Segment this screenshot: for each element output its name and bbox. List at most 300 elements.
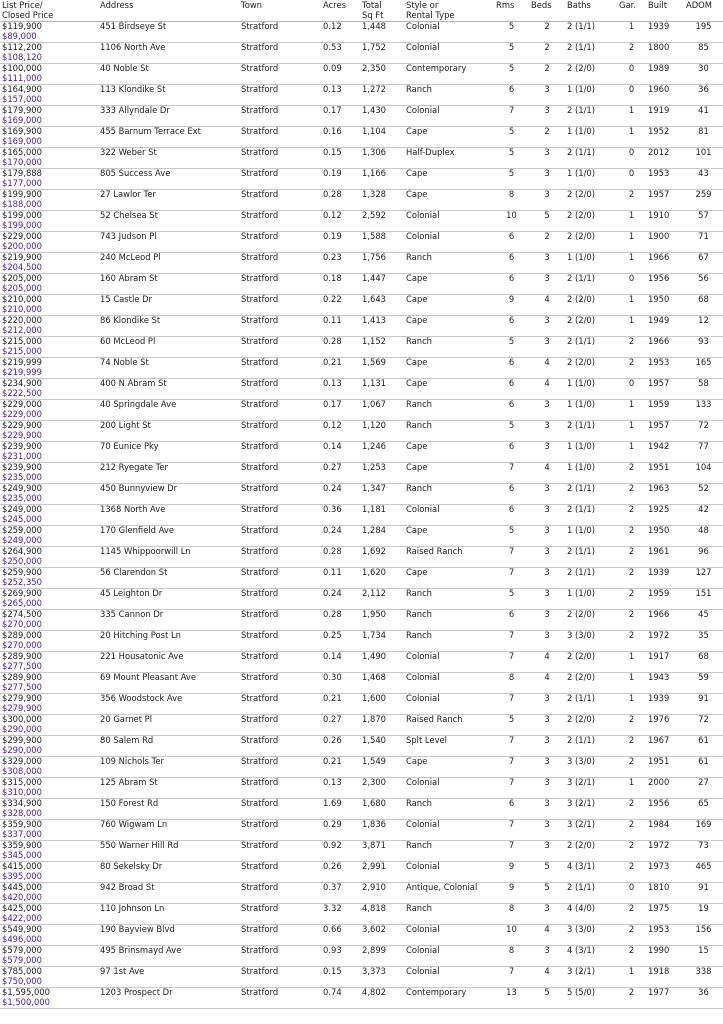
cell-rooms: 6 <box>494 610 529 631</box>
list-price: $579,000 <box>2 945 42 955</box>
cell-sqft: 1,692 <box>360 547 404 568</box>
closed-price: $310,000 <box>2 786 42 797</box>
table-row[interactable] <box>0 925 723 946</box>
cell-beds: 3 <box>529 337 565 358</box>
table-row[interactable] <box>0 568 723 589</box>
cell-built: 1953 <box>646 169 684 190</box>
cell-rooms: 7 <box>494 841 529 862</box>
cell-garage: 2 <box>617 505 646 526</box>
table-row[interactable] <box>0 43 723 64</box>
cell-address: 52 Chelsea St <box>98 211 239 232</box>
cell-sqft: 1,734 <box>360 631 404 652</box>
cell-adom: 58 <box>684 379 723 400</box>
header-town[interactable]: Town <box>239 0 321 22</box>
cell-adom: 57 <box>684 211 723 232</box>
closed-price: $157,000 <box>2 93 42 104</box>
table-row[interactable] <box>0 232 723 253</box>
cell-sqft: 1,448 <box>360 22 404 43</box>
table-row[interactable] <box>0 316 723 337</box>
cell-sqft: 1,756 <box>360 253 404 274</box>
list-price: $112,200 <box>2 42 42 52</box>
cell-sqft: 1,600 <box>360 694 404 715</box>
header-adom[interactable]: ADOM <box>684 0 723 22</box>
closed-price: $245,000 <box>2 513 42 524</box>
cell-price <box>0 379 98 400</box>
cell-garage: 2 <box>617 904 646 925</box>
cell-price <box>0 904 98 925</box>
cell-built: 2012 <box>646 148 684 169</box>
cell-price <box>0 841 98 862</box>
cell-acres: 0.27 <box>321 463 360 484</box>
cell-beds: 4 <box>529 673 565 694</box>
cell-town: Stratford <box>239 736 321 757</box>
cell-acres: 0.12 <box>321 421 360 442</box>
closed-price: $750,000 <box>2 975 42 986</box>
cell-town: Stratford <box>239 841 321 862</box>
table-row[interactable] <box>0 337 723 358</box>
table-row[interactable] <box>0 274 723 295</box>
table-row[interactable] <box>0 610 723 631</box>
table-row[interactable] <box>0 85 723 106</box>
cell-price <box>0 43 98 64</box>
header-beds[interactable]: Beds <box>529 0 565 22</box>
cell-built: 1972 <box>646 631 684 652</box>
cell-garage: 2 <box>617 925 646 946</box>
cell-beds: 3 <box>529 400 565 421</box>
closed-price: $420,000 <box>2 891 42 902</box>
list-price: $549,900 <box>2 924 42 934</box>
cell-garage: 2 <box>617 547 646 568</box>
header-style-line2: Rental Type <box>406 10 455 20</box>
cell-town: Stratford <box>239 778 321 799</box>
cell-built: 1966 <box>646 337 684 358</box>
cell-acres: 0.30 <box>321 673 360 694</box>
table-row[interactable] <box>0 106 723 127</box>
cell-rooms: 8 <box>494 673 529 694</box>
cell-built: 1900 <box>646 232 684 253</box>
cell-baths: 2 (1/1) <box>565 421 617 442</box>
cell-style: Colonial <box>404 505 494 526</box>
closed-price: $496,000 <box>2 933 42 944</box>
cell-beds: 3 <box>529 316 565 337</box>
cell-built: 1975 <box>646 904 684 925</box>
cell-style: Colonial <box>404 652 494 673</box>
cell-price <box>0 295 98 316</box>
header-rooms[interactable]: Rms <box>494 0 529 22</box>
closed-price: $89,000 <box>2 30 37 41</box>
table-row[interactable] <box>0 358 723 379</box>
header-acres[interactable]: Acres <box>321 0 360 22</box>
cell-rooms: 7 <box>494 463 529 484</box>
cell-town: Stratford <box>239 85 321 106</box>
cell-town: Stratford <box>239 820 321 841</box>
cell-garage: 1 <box>617 316 646 337</box>
cell-baths: 2 (1/1) <box>565 106 617 127</box>
cell-town: Stratford <box>239 547 321 568</box>
table-row[interactable] <box>0 127 723 148</box>
cell-sqft: 1,588 <box>360 232 404 253</box>
cell-sqft: 1,549 <box>360 757 404 778</box>
table-row[interactable] <box>0 694 723 715</box>
cell-town: Stratford <box>239 715 321 736</box>
cell-garage: 2 <box>617 337 646 358</box>
cell-garage: 1 <box>617 253 646 274</box>
cell-beds: 3 <box>529 148 565 169</box>
cell-beds: 5 <box>529 883 565 904</box>
cell-built: 1966 <box>646 253 684 274</box>
cell-baths: 4 (3/1) <box>565 862 617 883</box>
cell-adom: 77 <box>684 442 723 463</box>
cell-beds: 3 <box>529 253 565 274</box>
cell-baths: 2 (1/1) <box>565 43 617 64</box>
table-row[interactable] <box>0 904 723 925</box>
cell-sqft: 1,569 <box>360 358 404 379</box>
cell-adom: 465 <box>684 862 723 883</box>
cell-beds: 4 <box>529 463 565 484</box>
cell-acres: 0.21 <box>321 694 360 715</box>
cell-acres: 0.15 <box>321 967 360 988</box>
cell-acres: 0.14 <box>321 442 360 463</box>
cell-price <box>0 820 98 841</box>
table-row[interactable] <box>0 673 723 694</box>
cell-rooms: 7 <box>494 652 529 673</box>
cell-built: 1917 <box>646 652 684 673</box>
cell-beds: 3 <box>529 526 565 547</box>
closed-price: $199,000 <box>2 219 42 230</box>
cell-town: Stratford <box>239 232 321 253</box>
cell-garage: 2 <box>617 820 646 841</box>
cell-price <box>0 631 98 652</box>
cell-sqft: 1,306 <box>360 148 404 169</box>
cell-price <box>0 253 98 274</box>
cell-adom: 43 <box>684 169 723 190</box>
cell-built: 1942 <box>646 442 684 463</box>
table-row[interactable] <box>0 442 723 463</box>
cell-style: Colonial <box>404 820 494 841</box>
cell-rooms: 7 <box>494 694 529 715</box>
cell-adom: 165 <box>684 358 723 379</box>
cell-beds: 4 <box>529 379 565 400</box>
cell-price <box>0 106 98 127</box>
table-row[interactable] <box>0 253 723 274</box>
cell-garage: 0 <box>617 274 646 295</box>
table-row[interactable] <box>0 862 723 883</box>
table-row[interactable] <box>0 988 723 1009</box>
cell-price <box>0 757 98 778</box>
table-row[interactable] <box>0 148 723 169</box>
cell-sqft: 1,540 <box>360 736 404 757</box>
cell-built: 1977 <box>646 988 684 1009</box>
cell-address: 200 Light St <box>98 421 239 442</box>
cell-acres: 0.11 <box>321 568 360 589</box>
table-row[interactable] <box>0 967 723 988</box>
cell-built: 1959 <box>646 400 684 421</box>
cell-address: 20 Garnet Pl <box>98 715 239 736</box>
cell-rooms: 9 <box>494 295 529 316</box>
cell-acres: 0.18 <box>321 274 360 295</box>
cell-built: 1919 <box>646 106 684 127</box>
cell-garage: 1 <box>617 673 646 694</box>
table-row[interactable] <box>0 463 723 484</box>
table-row[interactable] <box>0 589 723 610</box>
list-price: $229,000 <box>2 399 42 409</box>
closed-price: $200,000 <box>2 240 42 251</box>
cell-garage: 2 <box>617 568 646 589</box>
cell-price <box>0 505 98 526</box>
cell-rooms: 5 <box>494 589 529 610</box>
cell-town: Stratford <box>239 631 321 652</box>
list-price: $119,900 <box>2 21 42 31</box>
closed-price: $270,000 <box>2 639 42 650</box>
table-row[interactable] <box>0 505 723 526</box>
header-sqft[interactable] <box>360 0 404 22</box>
cell-rooms: 8 <box>494 946 529 967</box>
cell-address: 450 Bunnyview Dr <box>98 484 239 505</box>
table-row[interactable] <box>0 211 723 232</box>
cell-acres: 0.37 <box>321 883 360 904</box>
cell-baths: 3 (3/0) <box>565 925 617 946</box>
cell-town: Stratford <box>239 22 321 43</box>
cell-adom: 67 <box>684 253 723 274</box>
header-price[interactable] <box>0 0 98 22</box>
cell-built: 1910 <box>646 211 684 232</box>
cell-adom: 96 <box>684 547 723 568</box>
cell-address: 150 Forest Rd <box>98 799 239 820</box>
cell-baths: 1 (1/0) <box>565 169 617 190</box>
cell-style: Ranch <box>404 589 494 610</box>
table-row[interactable] <box>0 883 723 904</box>
cell-sqft: 1,181 <box>360 505 404 526</box>
cell-built: 1956 <box>646 274 684 295</box>
cell-built: 1972 <box>646 841 684 862</box>
table-row[interactable] <box>0 547 723 568</box>
cell-style: Ranch <box>404 484 494 505</box>
closed-price: $235,000 <box>2 492 42 503</box>
cell-adom: 45 <box>684 610 723 631</box>
cell-baths: 2 (2/0) <box>565 673 617 694</box>
cell-beds: 3 <box>529 169 565 190</box>
cell-baths: 2 (1/1) <box>565 22 617 43</box>
cell-price <box>0 337 98 358</box>
cell-beds: 2 <box>529 127 565 148</box>
cell-price <box>0 988 98 1009</box>
table-row[interactable] <box>0 379 723 400</box>
cell-sqft: 1,253 <box>360 463 404 484</box>
cell-town: Stratford <box>239 652 321 673</box>
closed-price: $108,120 <box>2 51 42 62</box>
table-row[interactable] <box>0 799 723 820</box>
cell-style: Ranch <box>404 904 494 925</box>
table-row[interactable] <box>0 736 723 757</box>
cell-garage: 1 <box>617 400 646 421</box>
cell-built: 1960 <box>646 85 684 106</box>
cell-style: Ranch <box>404 631 494 652</box>
table-row[interactable] <box>0 946 723 967</box>
closed-price: $579,000 <box>2 954 42 965</box>
cell-price <box>0 442 98 463</box>
table-row[interactable] <box>0 757 723 778</box>
table-row[interactable] <box>0 841 723 862</box>
cell-style: Colonial <box>404 211 494 232</box>
closed-price: $250,000 <box>2 555 42 566</box>
cell-garage: 1 <box>617 967 646 988</box>
cell-built: 1918 <box>646 967 684 988</box>
cell-baths: 2 (2/0) <box>565 232 617 253</box>
table-row[interactable] <box>0 652 723 673</box>
table-row[interactable] <box>0 820 723 841</box>
table-row[interactable] <box>0 400 723 421</box>
cell-style: Ranch <box>404 85 494 106</box>
cell-garage: 1 <box>617 295 646 316</box>
header-garage[interactable]: Gar. <box>617 0 646 22</box>
cell-town: Stratford <box>239 862 321 883</box>
cell-rooms: 5 <box>494 715 529 736</box>
cell-style: Colonial <box>404 43 494 64</box>
cell-style: Cape <box>404 190 494 211</box>
table-row[interactable] <box>0 22 723 43</box>
cell-baths: 2 (2/0) <box>565 295 617 316</box>
cell-acres: 0.15 <box>321 148 360 169</box>
cell-price <box>0 22 98 43</box>
cell-acres: 0.22 <box>321 295 360 316</box>
cell-acres: 0.28 <box>321 337 360 358</box>
cell-baths: 2 (2/0) <box>565 190 617 211</box>
header-baths[interactable]: Baths <box>565 0 617 22</box>
cell-garage: 0 <box>617 169 646 190</box>
cell-beds: 3 <box>529 631 565 652</box>
cell-baths: 2 (2/0) <box>565 841 617 862</box>
list-price: $315,000 <box>2 777 42 787</box>
cell-beds: 2 <box>529 22 565 43</box>
cell-baths: 1 (1/0) <box>565 379 617 400</box>
cell-baths: 1 (1/0) <box>565 526 617 547</box>
cell-rooms: 10 <box>494 925 529 946</box>
table-row[interactable] <box>0 526 723 547</box>
cell-style: Colonial <box>404 925 494 946</box>
cell-beds: 3 <box>529 421 565 442</box>
cell-style: Colonial <box>404 862 494 883</box>
list-price: $300,000 <box>2 714 42 724</box>
table-row[interactable] <box>0 64 723 85</box>
list-price: $359,900 <box>2 840 42 850</box>
cell-town: Stratford <box>239 358 321 379</box>
cell-beds: 3 <box>529 757 565 778</box>
cell-sqft: 1,643 <box>360 295 404 316</box>
cell-adom: 12 <box>684 316 723 337</box>
cell-acres: 0.36 <box>321 505 360 526</box>
header-built[interactable]: Built <box>646 0 684 22</box>
cell-garage: 2 <box>617 799 646 820</box>
list-price: $1,595,000 <box>2 987 50 997</box>
table-row[interactable] <box>0 778 723 799</box>
cell-sqft: 1,272 <box>360 85 404 106</box>
closed-price: $215,000 <box>2 345 42 356</box>
cell-address: 212 Ryegate Ter <box>98 463 239 484</box>
cell-address: 40 Springdale Ave <box>98 400 239 421</box>
cell-adom: 56 <box>684 274 723 295</box>
cell-town: Stratford <box>239 379 321 400</box>
cell-adom: 101 <box>684 148 723 169</box>
cell-acres: 0.92 <box>321 841 360 862</box>
cell-beds: 3 <box>529 547 565 568</box>
cell-rooms: 9 <box>494 862 529 883</box>
list-price: $334,900 <box>2 798 42 808</box>
cell-acres: 0.66 <box>321 925 360 946</box>
cell-sqft: 1,246 <box>360 442 404 463</box>
cell-sqft: 3,871 <box>360 841 404 862</box>
cell-built: 2000 <box>646 778 684 799</box>
cell-sqft: 2,300 <box>360 778 404 799</box>
table-row[interactable] <box>0 190 723 211</box>
table-row[interactable] <box>0 169 723 190</box>
list-price: $279,900 <box>2 693 42 703</box>
cell-price <box>0 316 98 337</box>
list-price: $199,900 <box>2 189 42 199</box>
cell-style: Ranch <box>404 400 494 421</box>
closed-price: $1,500,000 <box>2 996 50 1007</box>
cell-baths: 2 (1/1) <box>565 274 617 295</box>
list-price: $415,000 <box>2 861 42 871</box>
closed-price: $229,000 <box>2 408 42 419</box>
table-row[interactable] <box>0 484 723 505</box>
cell-garage: 2 <box>617 463 646 484</box>
cell-address: 455 Barnum Terrace Ext <box>98 127 239 148</box>
cell-acres: 0.26 <box>321 862 360 883</box>
cell-address: 1203 Prospect Dr <box>98 988 239 1009</box>
cell-price <box>0 862 98 883</box>
header-price-line1: List Price/ <box>2 0 43 10</box>
cell-sqft: 4,818 <box>360 904 404 925</box>
header-sqft-line2: Sq Ft <box>362 10 384 20</box>
cell-rooms: 6 <box>494 379 529 400</box>
cell-adom: 30 <box>684 64 723 85</box>
cell-adom: 15 <box>684 946 723 967</box>
cell-baths: 2 (1/1) <box>565 337 617 358</box>
list-price: $234,900 <box>2 378 42 388</box>
cell-acres: 0.24 <box>321 526 360 547</box>
cell-sqft: 1,430 <box>360 106 404 127</box>
cell-garage: 1 <box>617 232 646 253</box>
closed-price: $308,000 <box>2 765 42 776</box>
cell-adom: 91 <box>684 694 723 715</box>
header-style[interactable] <box>404 0 494 22</box>
cell-acres: 0.14 <box>321 652 360 673</box>
table-row[interactable] <box>0 421 723 442</box>
cell-address: 69 Mount Pleasant Ave <box>98 673 239 694</box>
cell-address: 74 Noble St <box>98 358 239 379</box>
cell-sqft: 1,131 <box>360 379 404 400</box>
header-address[interactable]: Address <box>98 0 239 22</box>
table-row[interactable] <box>0 295 723 316</box>
list-price: $210,000 <box>2 294 42 304</box>
cell-price <box>0 883 98 904</box>
cell-sqft: 1,152 <box>360 337 404 358</box>
cell-garage: 1 <box>617 694 646 715</box>
cell-rooms: 10 <box>494 211 529 232</box>
table-row[interactable] <box>0 715 723 736</box>
closed-price: $177,000 <box>2 177 42 188</box>
closed-price: $219,999 <box>2 366 42 377</box>
cell-sqft: 2,592 <box>360 211 404 232</box>
cell-adom: 36 <box>684 85 723 106</box>
table-row[interactable] <box>0 631 723 652</box>
cell-address: 113 Klondike St <box>98 85 239 106</box>
cell-town: Stratford <box>239 694 321 715</box>
cell-town: Stratford <box>239 421 321 442</box>
cell-adom: 19 <box>684 904 723 925</box>
cell-acres: 0.17 <box>321 106 360 127</box>
cell-town: Stratford <box>239 967 321 988</box>
